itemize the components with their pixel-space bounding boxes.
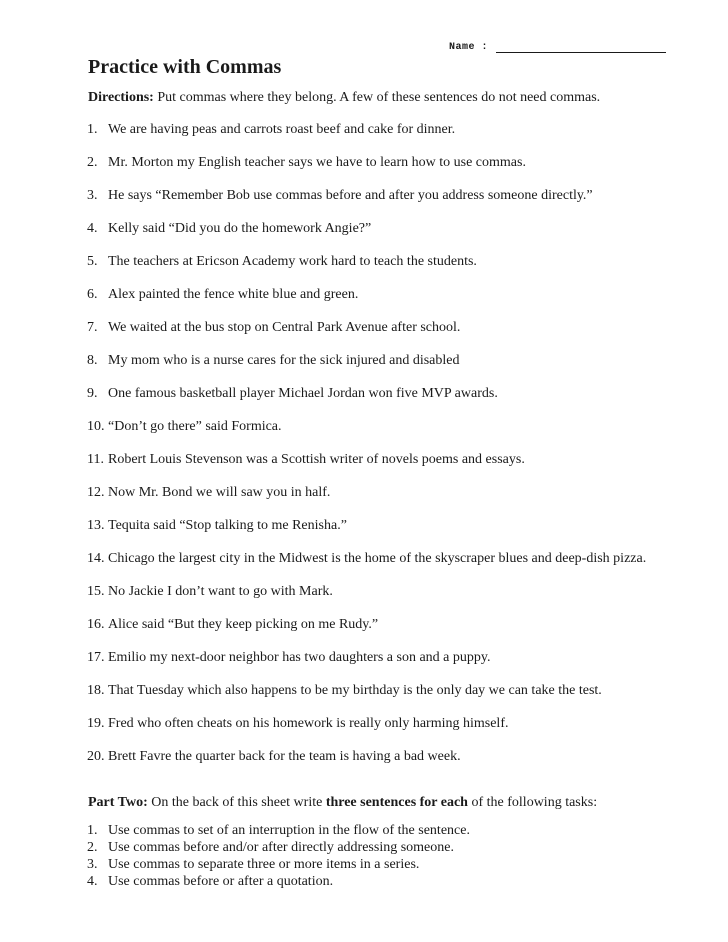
part-two-label: Part Two:: [88, 795, 148, 810]
sentence-item: 2. Mr. Morton my English teacher says we have to learn how to use commas.: [87, 155, 526, 170]
sentence-item: 13. Tequita said “Stop talking to me Renisha.”: [87, 518, 347, 533]
task-item: 4. Use commas before or after a quotation.: [87, 874, 334, 889]
directions-text: Put commas where they belong. A few of these sentences do not need commas.: [153, 90, 601, 105]
sentence-item: 11. Robert Louis Stevenson was a Scottish writer of novels poems and essays.: [87, 452, 525, 467]
sentence-item: 7. We waited at the bus stop on Central Park Avenue after school.: [87, 320, 461, 335]
sentence-item: 4. Kelly said “Did you do the homework Angie?”: [87, 221, 372, 236]
sentence-item: 16. Alice said “But they keep picking on me Rudy.”: [87, 617, 379, 632]
task-item: 2. Use commas before and/or after directly addressing someone.: [87, 840, 454, 855]
sentence-item: 3. He says “Remember Bob use commas before and after you address someone directly.”: [87, 188, 593, 203]
directions: [88, 90, 600, 106]
task-item: 3. Use commas to separate three or more items in a series.: [87, 857, 420, 872]
name-blank-line[interactable]: [496, 40, 666, 53]
sentence-item: 9. One famous basketball player Michael Jordan won five MVP awards.: [87, 386, 498, 401]
sentence-item: 17. Emilio my next-door neighbor has two daughters a son and a puppy.: [87, 650, 491, 665]
sentence-item: 14. Chicago the largest city in the Midwest is the home of the skyscraper blues and deep-dish pizza.: [87, 551, 647, 566]
name-label: Name :: [449, 42, 489, 53]
part-two-instructions: Part Two: On the back of this sheet write three sentences for each of the following tasks:: [88, 795, 598, 810]
sentence-item: 1. We are having peas and carrots roast beef and cake for dinner.: [87, 122, 456, 137]
sentence-item: 20. Brett Favre the quarter back for the team is having a bad week.: [87, 749, 461, 764]
sentence-item: 5. The teachers at Ericson Academy work hard to teach the students.: [87, 254, 477, 269]
sentence-item: 6. Alex painted the fence white blue and green.: [87, 287, 359, 302]
sentence-item: 19. Fred who often cheats on his homework is really only harming himself.: [87, 716, 509, 731]
sentence-list: [87, 121, 646, 781]
task-item: 1. Use commas to set of an interruption in the flow of the sentence.: [87, 823, 470, 838]
sentence-item: 8. My mom who is a nurse cares for the sick injured and disabled: [87, 353, 460, 368]
sentence-item: 18. That Tuesday which also happens to be my birthday is the only day we can take the test.: [87, 683, 602, 698]
task-list: [87, 822, 470, 890]
sentence-item: 15. No Jackie I don’t want to go with Mark.: [87, 584, 333, 599]
worksheet-title: Practice with Commas: [88, 56, 282, 78]
directions-label: Directions:: [88, 90, 154, 105]
name-field: [449, 40, 666, 53]
sentence-item: 12. Now Mr. Bond we will saw you in half.: [87, 485, 331, 500]
part-two-emphasis: three sentences for each: [325, 795, 468, 810]
sentence-item: 10. “Don’t go there” said Formica.: [87, 419, 282, 434]
